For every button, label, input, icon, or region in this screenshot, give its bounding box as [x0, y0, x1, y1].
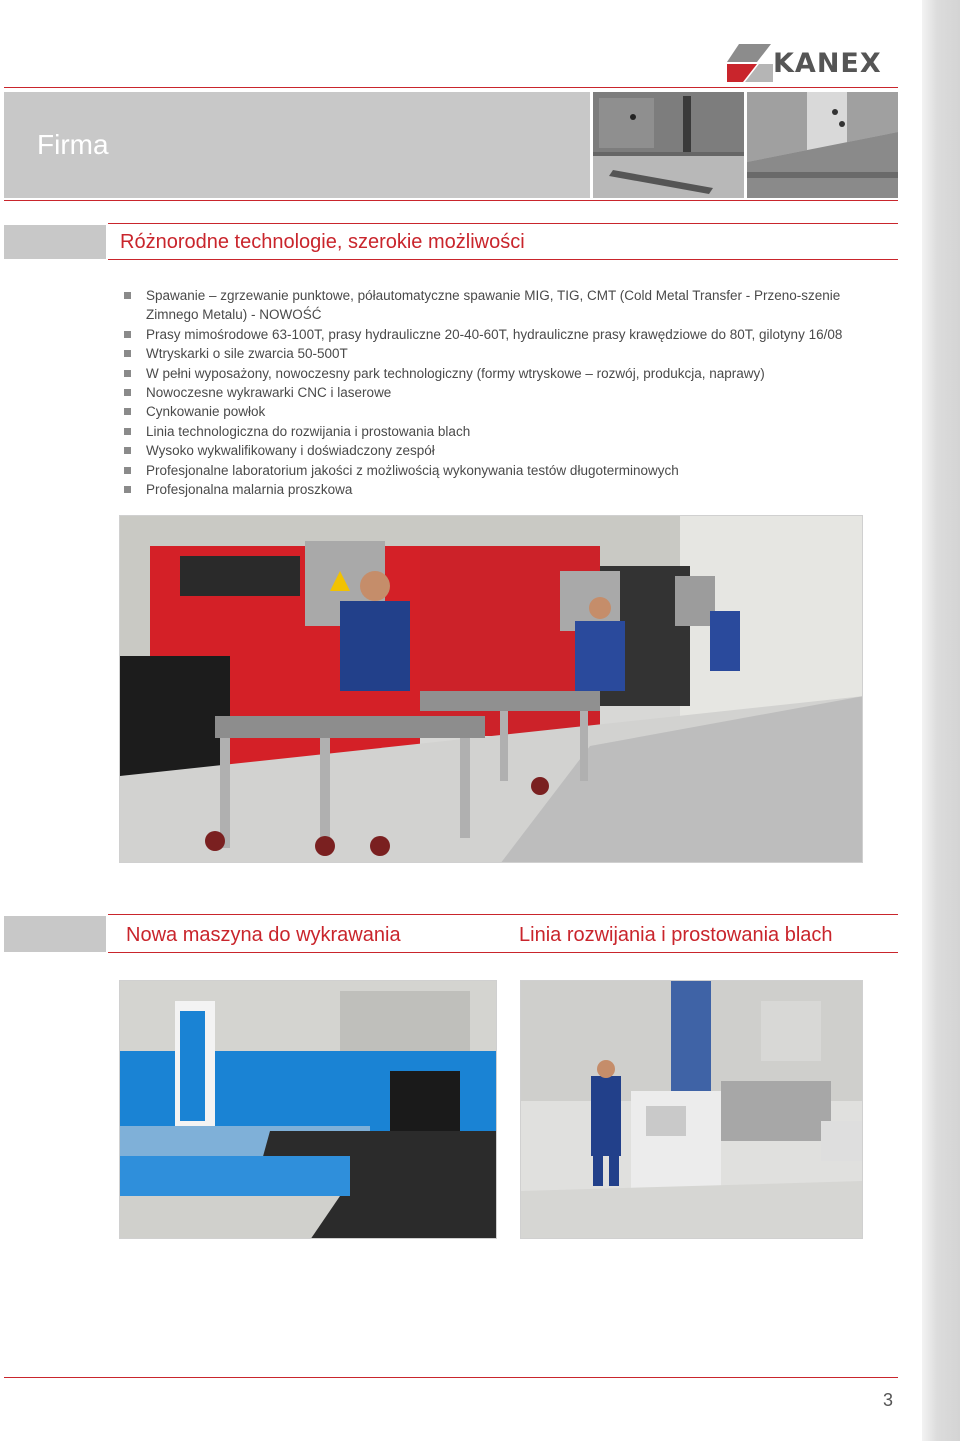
list-item: Cynkowanie powłok — [122, 402, 882, 421]
bullet-square-icon — [124, 408, 131, 415]
logo-wordmark: KANEX — [773, 48, 882, 79]
section1-top-rule — [4, 200, 898, 201]
list-item: Profesjonalna malarnia proszkowa — [122, 480, 882, 499]
technology-list — [122, 286, 882, 499]
list-item: Wysoko wykwalifikowany i doświadczony zespół — [122, 441, 882, 460]
page-title: Firma — [37, 129, 109, 160]
bullet-square-icon — [124, 350, 131, 357]
bullet-square-icon — [124, 331, 131, 338]
list-item: Spawanie – zgrzewanie punktowe, półautomatyczne spawanie MIG, TIG, CMT (Cold Metal Transfer - Przeno-szenie Zimnego Metalu) - NOWOŚĆ — [122, 286, 882, 325]
bullet-square-icon — [124, 486, 131, 493]
section1-title: Różnorodne technologie, szerokie możliwości — [120, 231, 525, 253]
page-number: 3 — [883, 1390, 894, 1410]
straightening-line-photo — [520, 980, 863, 1239]
section2-title-rule-bottom — [108, 952, 898, 953]
section1-head-box — [4, 225, 106, 259]
list-item: W pełni wyposażony, nowoczesny park technologiczny (formy wtryskowe – rozwój, produkcja, naprawy) — [122, 364, 882, 383]
list-item: Nowoczesne wykrawarki CNC i laserowe — [122, 383, 882, 402]
hero-photo-press-brake — [593, 92, 744, 198]
section2-left-title: Nowa maszyna do wykrawania — [126, 924, 401, 946]
footer-rule — [4, 1377, 898, 1378]
bullet-square-icon — [124, 428, 131, 435]
section2-right-title: Linia rozwijania i prostowania blach — [519, 924, 833, 946]
bullet-square-icon — [124, 370, 131, 377]
list-item: Wtryskarki o sile zwarcia 50-500T — [122, 344, 882, 363]
section1-title-rule-bottom — [108, 259, 898, 260]
kanex-logo — [727, 44, 902, 84]
bullet-square-icon — [124, 292, 131, 299]
punching-machine-photo — [119, 980, 497, 1239]
section2-head-box — [4, 916, 106, 952]
hero-photo-metal-part — [747, 92, 898, 198]
list-item: Profesjonalne laboratorium jakości z możliwością wykonywania testów długoterminowych — [122, 461, 882, 480]
bullet-square-icon — [124, 389, 131, 396]
page-edge-strip — [922, 0, 960, 1441]
list-item: Linia technologiczna do rozwijania i prostowania blach — [122, 422, 882, 441]
bullet-square-icon — [124, 447, 131, 454]
list-item: Prasy mimośrodowe 63-100T, prasy hydrauliczne 20-40-60T, hydrauliczne prasy krawędziowe do 80T, gilotyny 16/08 — [122, 325, 882, 344]
section1-title-rule-top — [108, 223, 898, 224]
section2-title-rule-top — [108, 914, 898, 915]
logo-mark-icon — [727, 44, 773, 84]
factory-floor-photo — [119, 515, 863, 863]
bullet-square-icon — [124, 467, 131, 474]
header-rule — [4, 87, 898, 88]
